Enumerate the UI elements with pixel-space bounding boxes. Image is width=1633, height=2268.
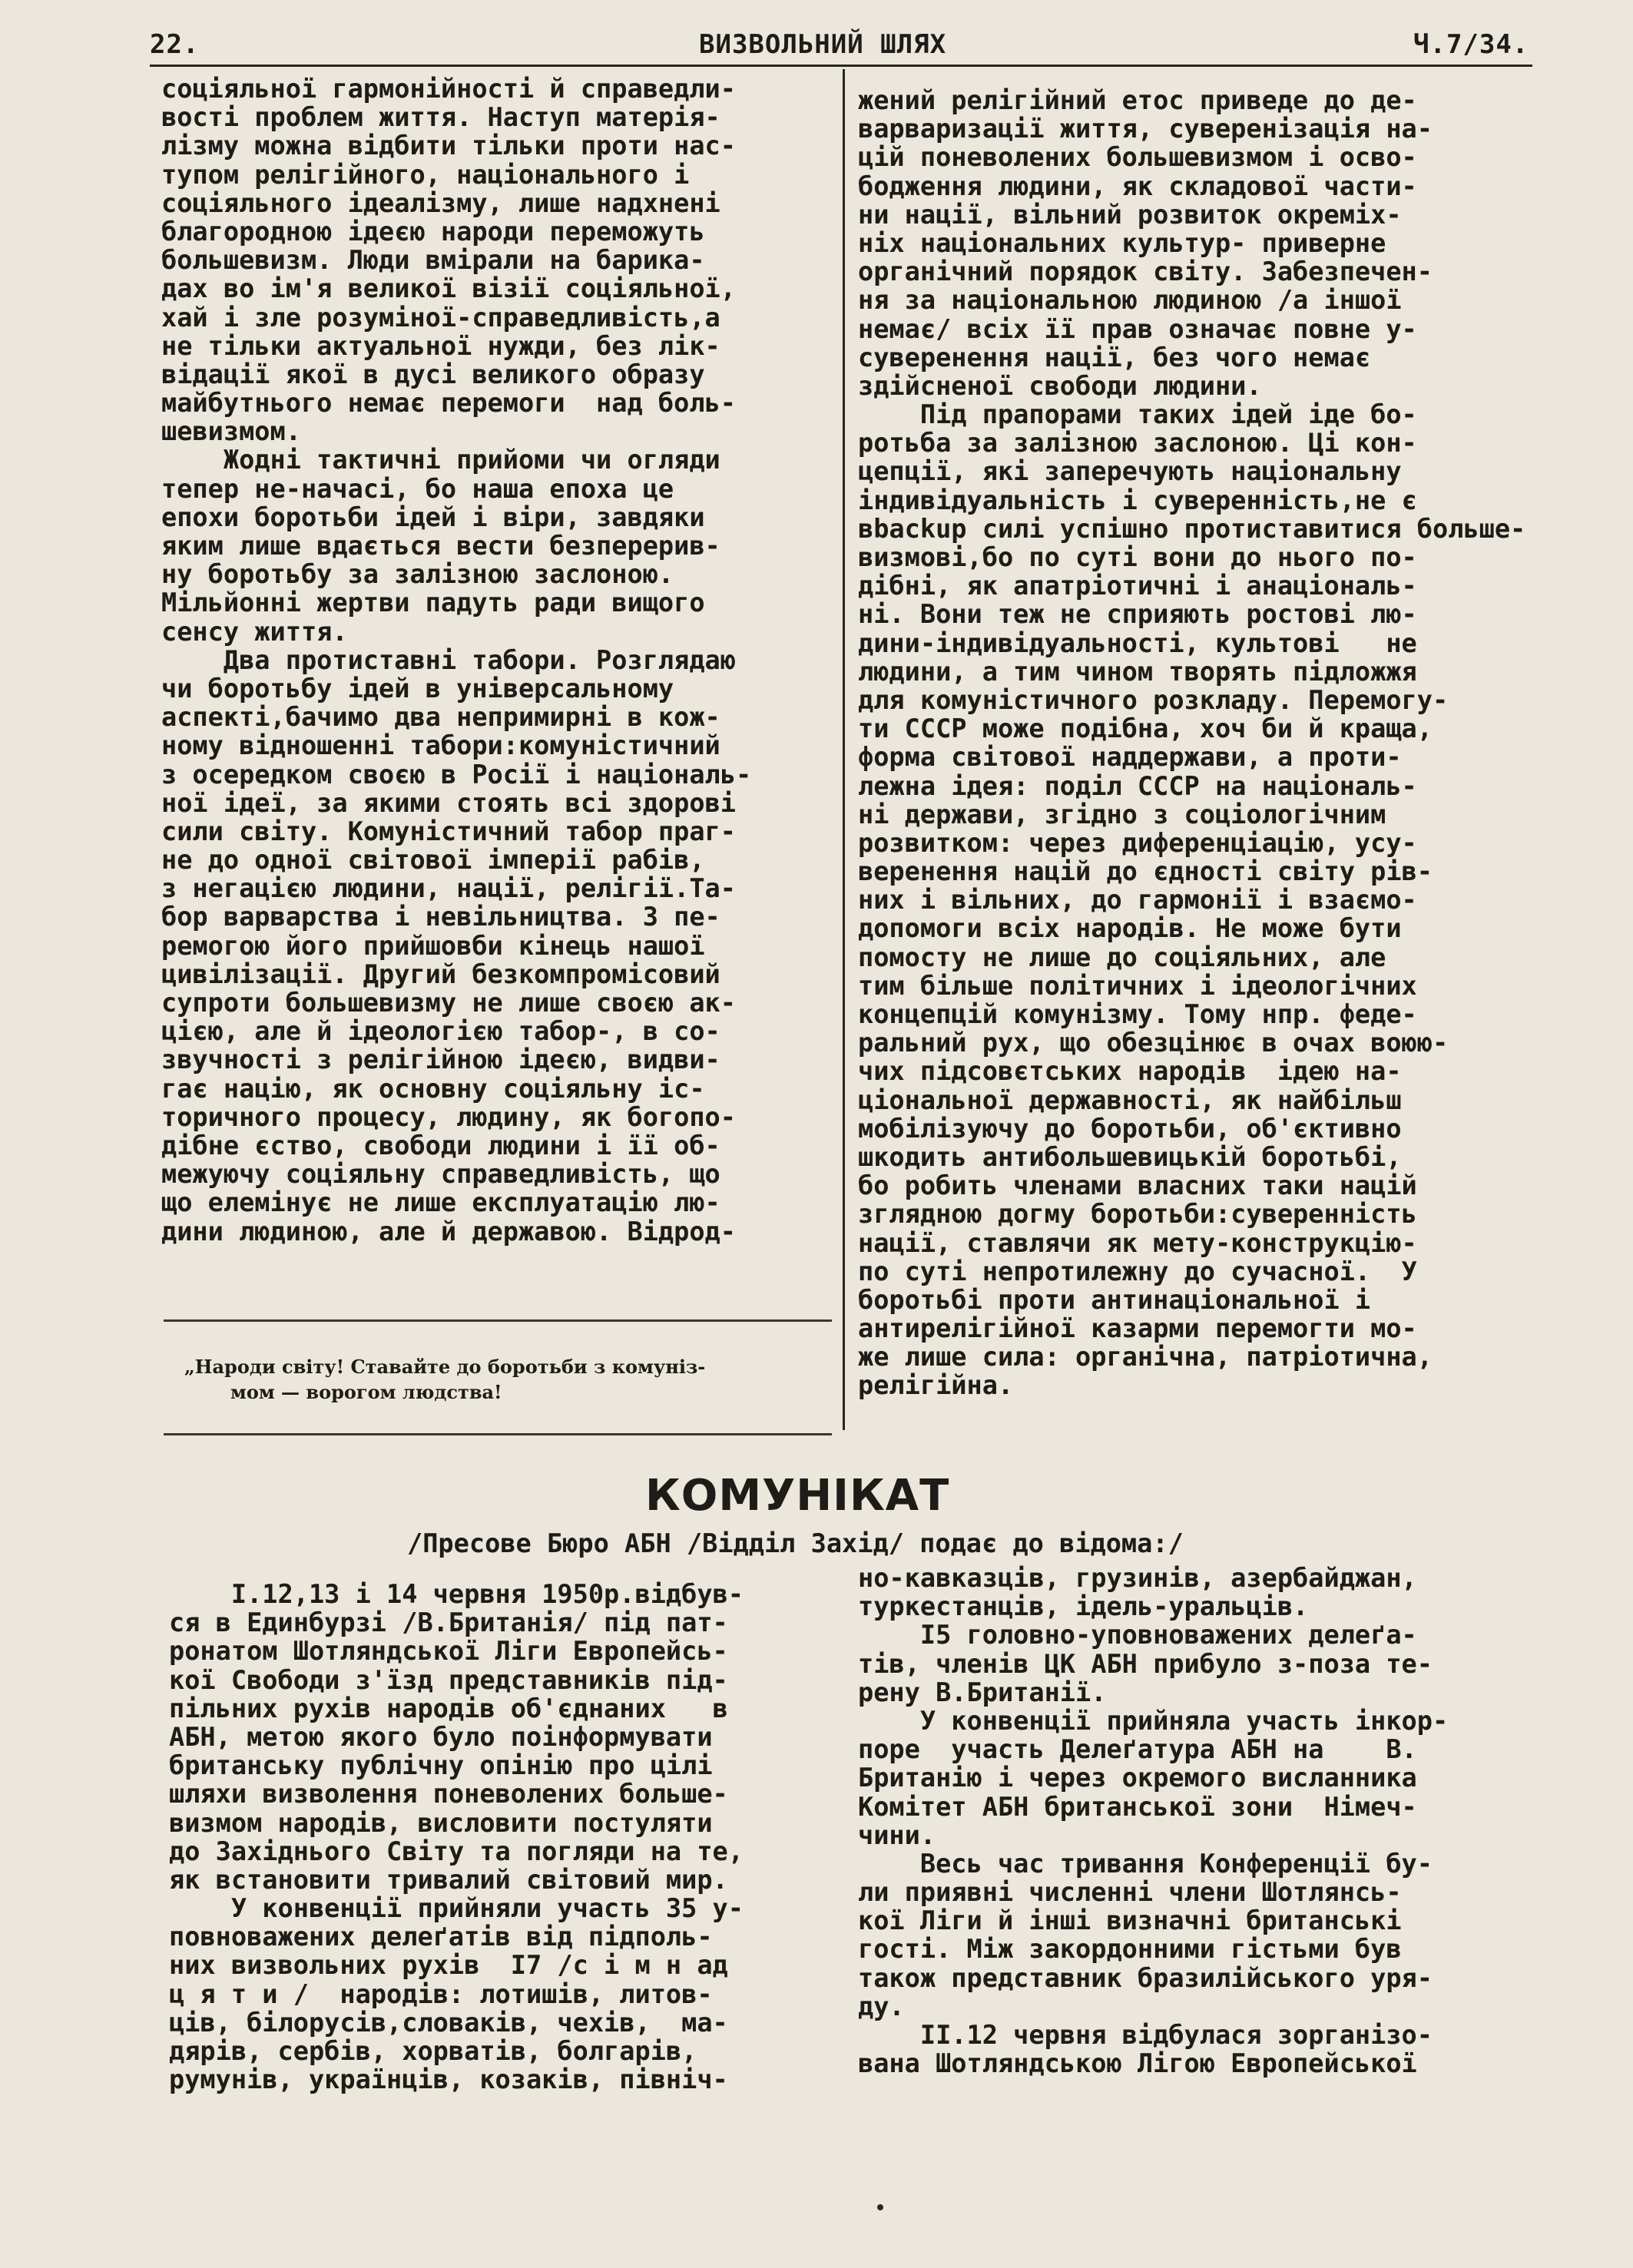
text-line: тупом релігійного, національного і [161, 159, 690, 190]
text-line: Жодні тактичні прийоми чи огляди [161, 445, 720, 475]
text-line: вості проблем життя. Наступ матерія- [161, 102, 720, 133]
text-line: У конвенції прийняла участь інкор- [858, 1705, 1449, 1736]
text-line: сенсу життя. [161, 616, 348, 647]
text-line: чи боротьбу ідей в універсальному [161, 673, 674, 704]
text-line: Весь час тривання Конференції бу- [858, 1848, 1433, 1879]
communique-subtitle: /Пресове Бюро АБН /Відділ Захід/ подає до відома:/ [407, 1528, 1184, 1558]
page-mark [877, 2204, 883, 2210]
text-line: відації якої в дусі великого образу [161, 359, 705, 389]
text-line: торичного процесу, людину, як богопо- [161, 1101, 736, 1132]
quote-line: мом — ворогом людства! [230, 1381, 502, 1403]
text-line: дини-індивідуальності, культові не [858, 627, 1417, 658]
text-line: розвитком: через диференціацію, усу- [858, 827, 1417, 858]
text-line: гає націю, як основну соціяльну іс- [161, 1073, 705, 1104]
text-line: цій поневолених большевизмом і осво- [858, 142, 1417, 173]
text-line: большевизм. Люди вмірали на барика- [161, 245, 705, 276]
text-line: шкодить антибольшевицькій боротьбі, [858, 1141, 1402, 1172]
text-line: звучності з релігійною ідеєю, видви- [161, 1045, 720, 1075]
text-line: дини людиною, але й державою. Відрод- [161, 1216, 736, 1247]
text-line: ІІ.12 червня відбулася зорганізо- [858, 2020, 1433, 2050]
header-rule [150, 65, 1532, 67]
text-line: допомоги всіх народів. Не може бути [858, 913, 1402, 944]
text-line: соціяльного ідеалізму, лише надхнені [161, 187, 720, 218]
text-line: майбутнього немає перемоги над боль- [161, 388, 736, 419]
text-line: нації, ставлячи як мету-конструкцію- [858, 1227, 1417, 1258]
quote-bottom-rule [164, 1433, 832, 1435]
text-line: сили світу. Комуністичний табор праг- [161, 816, 736, 846]
text-line: чини. [858, 1819, 936, 1850]
text-line: для комуністичного розкладу. Перемогу- [858, 684, 1449, 715]
text-line: ротьба за залізною заслоною. Ці кон- [858, 428, 1417, 459]
text-line: не тільки актуальної нужди, без лік- [161, 330, 720, 361]
communique-title: КОМУНІКАТ [645, 1471, 950, 1521]
text-line: цепції, які заперечують національну [858, 456, 1402, 487]
text-line: визмові,бо по суті вони до нього по- [858, 542, 1417, 572]
text-line: яким лише вдається вести безперерив- [161, 531, 720, 561]
text-line: форма світової наддержави, а проти- [858, 742, 1402, 773]
text-line: ду. [858, 1991, 905, 2021]
column-divider [843, 69, 845, 1430]
text-line: ся в Единбурзі /В.Британія/ під пат- [169, 1607, 728, 1638]
text-line: Мільйонні жертви падуть ради вищого [161, 588, 705, 618]
text-line: но-кавказців, грузинів, азербайджан, [858, 1563, 1417, 1593]
text-line: тим більше політичних і ідеологічних [858, 970, 1417, 1001]
text-line: аспекті,бачимо два непримирні в кож- [161, 702, 720, 733]
text-line: ної ідеї, за якими стоять всі здорові [161, 787, 736, 818]
text-line: епохи боротьби ідей і віри, завдяки [161, 502, 705, 532]
text-line: поре участь Делеґатура АБН на В. [858, 1734, 1417, 1765]
issue-number: Ч.7/34. [1413, 29, 1529, 60]
text-line: них і вільних, до гармонії і взаємо- [858, 885, 1417, 915]
text-line: мобілізуючу до боротьби, об'єктивно [858, 1113, 1402, 1144]
text-line: здійсненої свободи людини. [858, 370, 1262, 401]
text-line: межуючу соціяльну справедливість, що [161, 1159, 720, 1190]
text-line: них визвольних рухів І7 /с і м н ад [169, 1950, 728, 1981]
text-line: шевизмом. [161, 416, 301, 447]
text-line: вана Шотляндською Лігою Европейської [858, 2048, 1417, 2079]
text-line: ти СССР може подібна, хоч би й краща, [858, 714, 1433, 744]
text-line: Два протиставні табори. Розглядаю [161, 644, 736, 675]
text-line: гості. Між закордонними гістьми був [858, 1934, 1402, 1965]
text-line: І.12,13 і 14 червня 1950р.відбув- [169, 1579, 744, 1609]
text-line: індивідуальність і суверенність,не є [858, 485, 1417, 515]
text-line: людини, а тим чином творять підложжя [858, 656, 1417, 687]
journal-title: ВИЗВОЛЬНИЙ ШЛЯХ [699, 29, 947, 60]
text-line: дярів, сербів, хорватів, болгарів, [169, 2036, 697, 2066]
text-line: ціональної державності, як найбільш [858, 1084, 1402, 1115]
text-line: ному відношенні табори:комуністичний [161, 730, 720, 761]
text-line: ців, білорусів,словаків, чехів, ма- [169, 2007, 728, 2038]
text-line: веренення націй до єдності світу рів- [858, 856, 1433, 887]
text-line: дах во ім'я великої візії соціяльної, [161, 273, 736, 304]
text-line: релігійна. [858, 1370, 1014, 1401]
text-line: ні. Вони теж не сприяють ростові лю- [858, 599, 1417, 630]
text-line: концепцій комунізму. Тому нпр. феде- [858, 999, 1417, 1029]
text-line: немає/ всіх її прав означає повне у- [858, 313, 1417, 344]
communique-right-column [858, 1564, 1448, 2078]
text-line: як встановити тривалий світовий мир. [169, 1864, 728, 1895]
text-line: антирелігійної казарми перемогти мо- [858, 1313, 1417, 1344]
text-line: ли приявні численні члени Шотлянсь- [858, 1877, 1402, 1908]
text-line: ронатом Шотляндської Ліги Европейсь- [169, 1636, 728, 1667]
text-line: лежна ідея: поділ СССР на національ- [858, 770, 1417, 801]
text-line: І5 головно-уповноважених делеґа- [858, 1620, 1417, 1651]
text-line: ня за національною людиною /а іншої [858, 285, 1402, 316]
text-line: АБН, метою якого було поінформувати [169, 1721, 713, 1752]
text-line: шляхи визволення поневолених больше- [169, 1779, 728, 1809]
text-line: цією, але й ідеологією табор-, в со- [161, 1016, 720, 1047]
text-line: суверенення нації, без чого немає [858, 342, 1371, 372]
text-line: супроти большевизму не лише своєю ак- [161, 988, 736, 1018]
text-line: до Західнього Світу та погляди на те, [169, 1836, 744, 1866]
text-line: кої Ліги й інші визначні британські [858, 1905, 1402, 1936]
text-line: Комітет АБН британської зони Німеч- [858, 1791, 1417, 1822]
text-line: пільних рухів народів об'єднаних в [169, 1693, 728, 1723]
text-line: Британію і через окремого висланника [858, 1763, 1417, 1793]
article-right-column [858, 86, 1525, 1400]
text-line: туркестанців, ідель-уральців. [858, 1591, 1309, 1622]
text-line: ні держави, згідно з соціологічним [858, 799, 1386, 829]
text-line: також представник бразилійського уря- [858, 1962, 1433, 1993]
text-line: варваризації життя, суверенізація на- [858, 114, 1433, 144]
text-line: дібні, як апатріотичні і анаціональ- [858, 571, 1417, 601]
communique-left-column [169, 1580, 744, 2094]
text-line: бор варварства і невільництва. З пе- [161, 902, 720, 932]
text-line: жений релігійний етос приведе до де- [858, 85, 1417, 115]
text-line: цивілізації. Другий безкомпромісовий [161, 959, 720, 989]
text-line: з негацією людини, нації, релігії.Та- [161, 873, 736, 904]
text-line: Під прапорами таких ідей іде бо- [858, 399, 1417, 430]
text-line: бо робить членами власних таки націй [858, 1170, 1417, 1201]
text-line: хай і зле розуміної-справедливість,а [161, 302, 720, 333]
page-number: 22. [150, 29, 200, 60]
text-line: соціяльної гармонійності й справедли- [161, 74, 736, 104]
text-line: не до одної світової імперії рабів, [161, 845, 705, 876]
text-line: бодження людини, як складової части- [858, 171, 1417, 201]
text-line: дібне єство, свободи людини і її об- [161, 1130, 720, 1160]
article-left-column [161, 74, 751, 1246]
text-line: британську публічну опінію про цілі [169, 1750, 713, 1781]
text-line: благородною ідеєю народи переможуть [161, 216, 705, 247]
text-line: з осередком своєю в Росії і національ- [161, 759, 752, 790]
text-line: зглядною догму боротьби:суверенність [858, 1199, 1417, 1230]
text-line: повноважених делеґатів від підполь- [169, 1922, 713, 1952]
text-line: помосту не лише до соціяльних, але [858, 942, 1386, 972]
pull-quote [184, 1354, 830, 1405]
quote-line: „Народи світу! Ставайте до боротьби з комуніз- [184, 1356, 706, 1378]
text-line: по суті непротилежну до сучасної. У [858, 1256, 1417, 1286]
text-line: же лише сила: органічна, патріотична, [858, 1342, 1433, 1372]
text-line: що елемінує не лише експлуатацію лю- [161, 1187, 720, 1218]
text-line: тепер не-начасі, бо наша епоха це [161, 473, 674, 504]
text-line: визмом народів, висловити постуляти [169, 1807, 713, 1838]
text-line: У конвенції прийняли участь 35 у- [169, 1893, 744, 1924]
text-line: ц я т и / народів: лотишів, литов- [169, 1978, 713, 2009]
text-line: ни нації, вільний розвиток окреміх- [858, 199, 1402, 230]
text-line: кої Свободи з'їзд представників під- [169, 1664, 728, 1695]
text-line: боротьбі проти антинаціональної і [858, 1284, 1371, 1315]
quote-top-rule [164, 1319, 832, 1322]
text-line: ну боротьбу за залізною заслоною. [161, 559, 674, 590]
text-line: вbackup силі успішно протиставитися больше- [858, 513, 1526, 544]
text-line: ніх національних культур- приверне [858, 227, 1386, 258]
text-line: тів, членів ЦК АБН прибуло з-поза те- [858, 1648, 1433, 1679]
text-line: ральний рух, що обезцінює в очах воюю- [858, 1028, 1449, 1058]
text-line: румунів, українців, козаків, північ- [169, 2064, 728, 2095]
text-line: лізму можна відбити тільки проти нас- [161, 131, 736, 161]
text-line: рену В.Британії. [858, 1677, 1107, 1707]
text-line: органічний порядок світу. Забезпечен- [858, 257, 1433, 287]
text-line: ремогою його прийшовби кінець нашої [161, 930, 705, 961]
text-line: чих підсовєтських народів ідею на- [858, 1056, 1402, 1087]
